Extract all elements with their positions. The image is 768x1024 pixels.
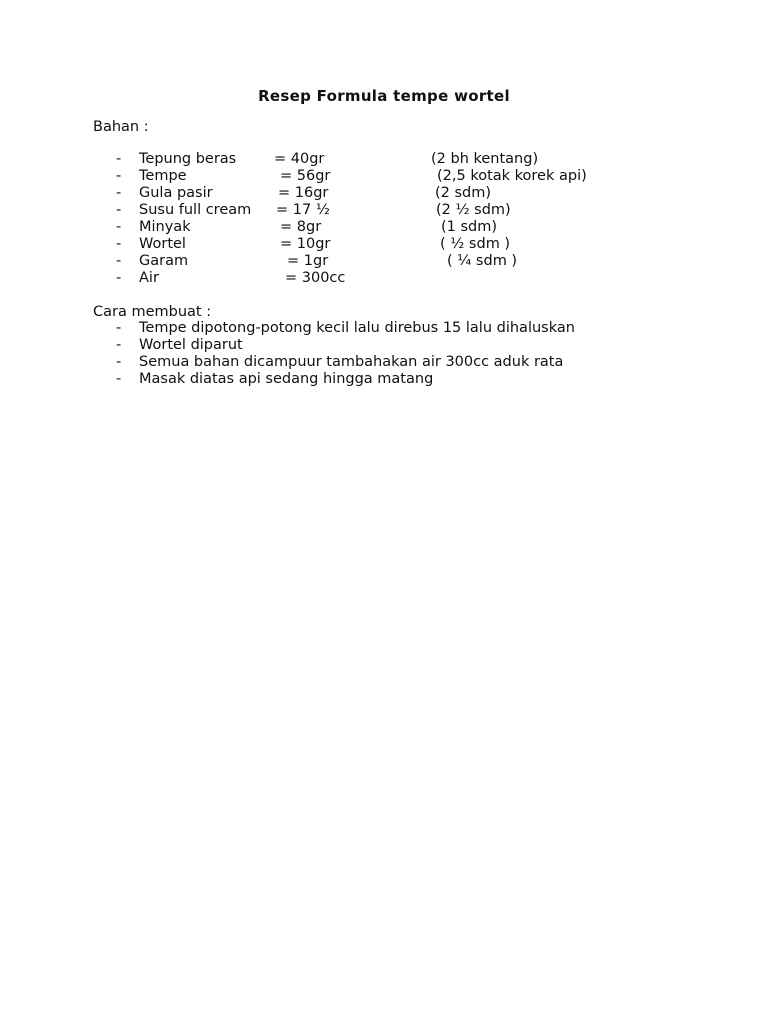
ingredient-amount: = 10gr [280,236,331,252]
ingredient-row [0,202,768,219]
ingredient-amount: = 300cc [285,270,346,286]
ingredient-name: Tempe [139,168,187,184]
bahan-heading: Bahan : [93,119,149,135]
step-row [0,320,768,337]
ingredient-name: Gula pasir [139,185,213,201]
step-row [0,337,768,354]
list-dash: - [116,371,122,387]
ingredient-note: (2 ½ sdm) [436,202,511,218]
ingredient-amount: = 1gr [287,253,329,269]
ingredient-name: Susu full cream [139,202,252,218]
ingredient-amount: = 17 ½ [276,202,330,218]
ingredient-row [0,236,768,253]
ingredient-note: ( ¼ sdm ) [447,253,518,269]
ingredient-note: (1 sdm) [441,219,498,235]
ingredient-note: (2 bh kentang) [431,151,539,167]
step-text: Masak diatas api sedang hingga matang [139,371,434,387]
list-dash: - [116,270,122,286]
ingredient-row [0,168,768,185]
ingredient-amount: = 40gr [274,151,325,167]
ingredient-row [0,219,768,236]
list-dash: - [116,320,122,336]
ingredient-note: (2,5 kotak korek api) [437,168,587,184]
list-dash: - [116,202,122,218]
ingredient-amount: = 56gr [280,168,331,184]
ingredient-name: Minyak [139,219,191,235]
list-dash: - [116,168,122,184]
ingredient-note: (2 sdm) [435,185,492,201]
cara-heading: Cara membuat : [93,304,212,320]
ingredient-row [0,270,768,287]
step-row [0,354,768,371]
list-dash: - [116,151,122,167]
step-row [0,371,768,388]
ingredient-name: Tepung beras [139,151,237,167]
ingredient-name: Air [139,270,159,286]
ingredient-note: ( ½ sdm ) [440,236,511,252]
list-dash: - [116,185,122,201]
list-dash: - [116,219,122,235]
ingredient-row [0,151,768,168]
document-title: Resep Formula tempe wortel [258,87,510,105]
step-text: Semua bahan dicampuur tambahakan air 300cc aduk rata [139,354,564,370]
ingredient-row [0,253,768,270]
ingredient-name: Wortel [139,236,186,252]
list-dash: - [116,253,122,269]
list-dash: - [116,337,122,353]
ingredient-amount: = 16gr [278,185,329,201]
step-text: Wortel diparut [139,337,243,353]
ingredient-amount: = 8gr [280,219,322,235]
ingredient-row [0,185,768,202]
ingredient-name: Garam [139,253,189,269]
list-dash: - [116,236,122,252]
list-dash: - [116,354,122,370]
step-text: Tempe dipotong-potong kecil lalu direbus 15 lalu dihaluskan [139,320,575,336]
